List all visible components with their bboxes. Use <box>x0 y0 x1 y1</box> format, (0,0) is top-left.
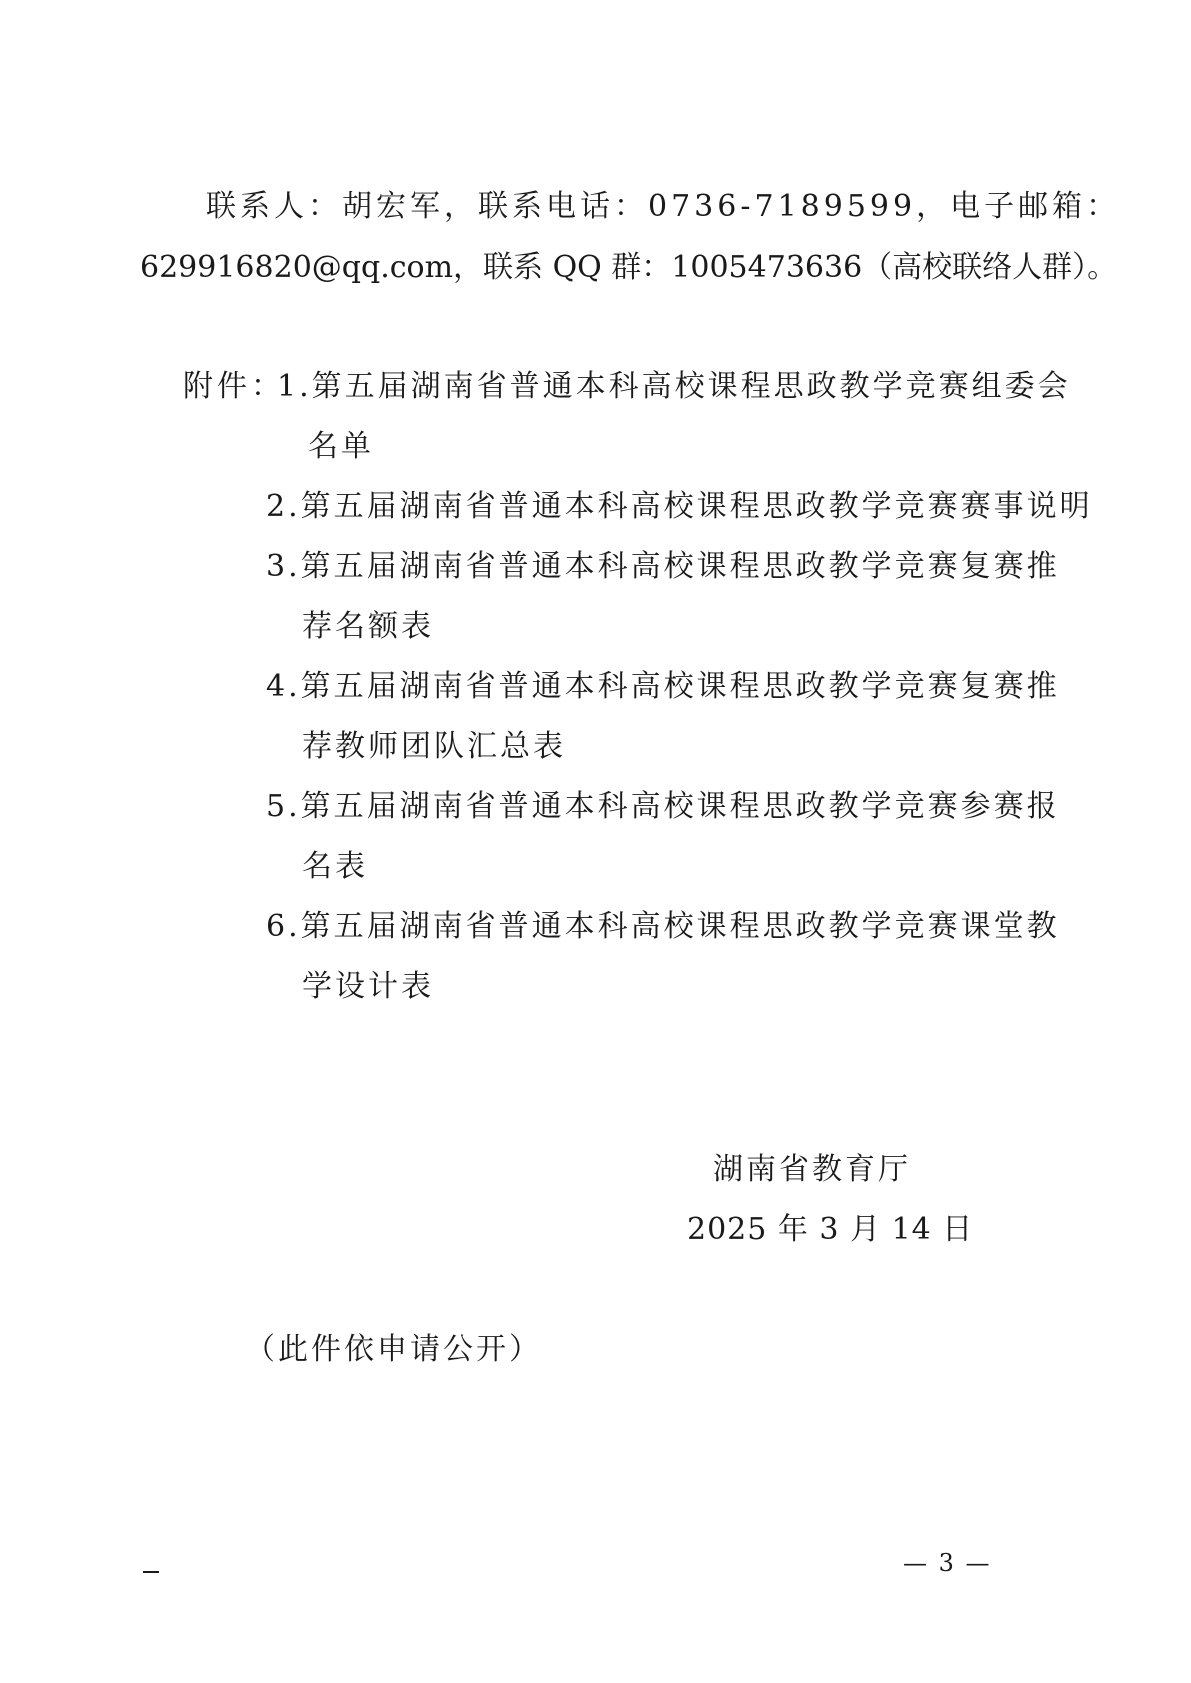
attachment-item-5-continued: 名表 <box>302 849 368 884</box>
issuing-organization: 湖南省教育厅 <box>713 1152 911 1187</box>
contact-info-line-1: 联系人：胡宏军，联系电话：0736-7189599，电子邮箱： <box>206 189 1121 224</box>
attachment-item-2: 2.第五届湖南省普通本科高校课程思政教学竞赛赛事说明 <box>266 489 1093 524</box>
attachment-item-4: 4.第五届湖南省普通本科高校课程思政教学竞赛复赛推 <box>266 669 1060 704</box>
attachments-label: 附件： <box>183 369 285 404</box>
attachment-item-1-continued: 名单 <box>308 429 374 464</box>
attachment-item-4-continued: 荐教师团队汇总表 <box>302 729 566 764</box>
issue-date: 2025 年 3 月 14 日 <box>687 1212 974 1247</box>
attachment-item-1: 1.第五届湖南省普通本科高校课程思政教学竞赛组委会 <box>277 369 1071 404</box>
contact-info-line-2: 629916820@qq.com，联系 QQ 群：1005473636（高校联络人群）。 <box>140 250 1118 285</box>
attachment-item-3-continued: 荐名额表 <box>302 609 434 644</box>
attachment-item-3: 3.第五届湖南省普通本科高校课程思政教学竞赛复赛推 <box>266 549 1060 584</box>
attachment-item-5: 5.第五届湖南省普通本科高校课程思政教学竞赛参赛报 <box>266 789 1060 824</box>
disclosure-note: （此件依申请公开） <box>245 1332 542 1367</box>
attachment-item-6-continued: 学设计表 <box>302 969 434 1004</box>
page-number: — 3 — <box>903 1549 992 1577</box>
footer-dash-left <box>143 1571 159 1573</box>
attachment-item-6: 6.第五届湖南省普通本科高校课程思政教学竞赛课堂教 <box>266 909 1060 944</box>
